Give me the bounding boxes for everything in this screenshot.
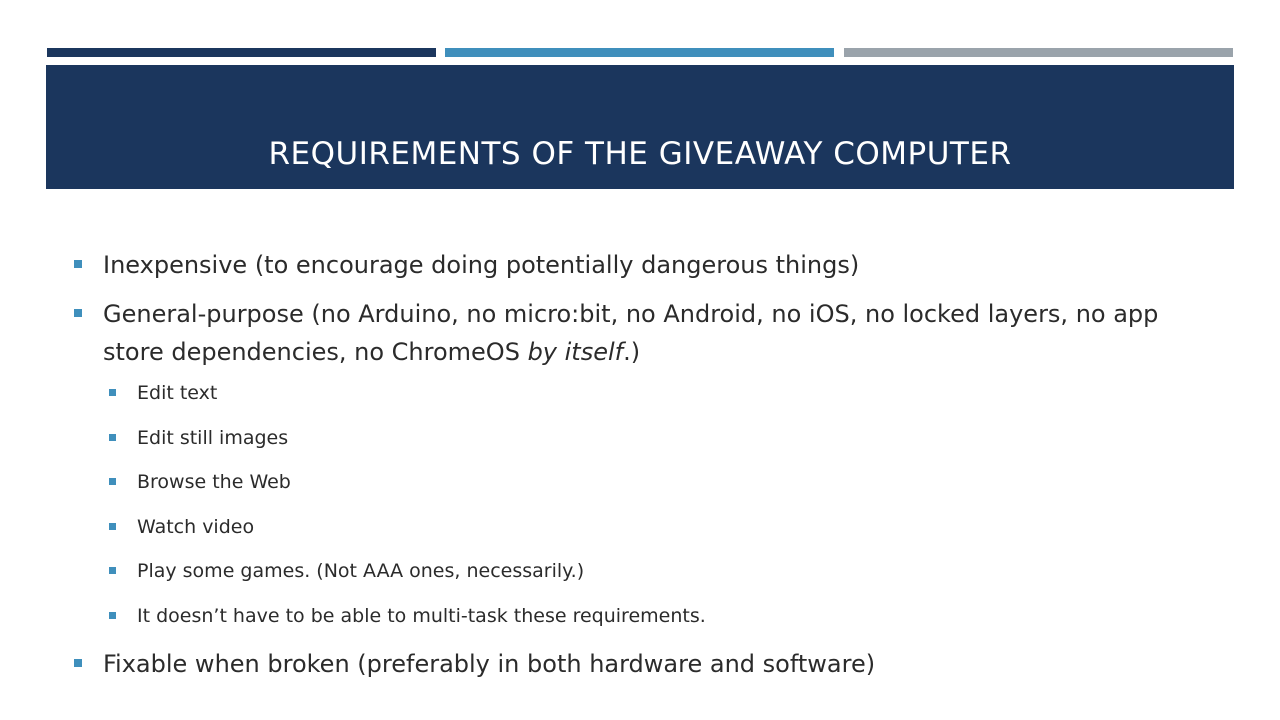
slide-title: REQUIREMENTS OF THE GIVEAWAY COMPUTER: [268, 136, 1012, 172]
sub-bullet-item: [72, 512, 1202, 542]
square-bullet-icon: [109, 523, 116, 530]
bullet-text: General-purpose (no Arduino, no micro:bit, no Android, no iOS, no locked layers, no app store dependencies, no ChromeOS: [103, 300, 1159, 366]
sub-bullet-item: [72, 378, 1202, 408]
square-bullet-icon: [109, 389, 116, 396]
sub-bullet-text: Play some games. (Not AAA ones, necessarily.): [137, 560, 585, 582]
square-bullet-icon: [74, 659, 82, 667]
bullet-item-general-purpose: [72, 295, 1202, 371]
bullet-list: [72, 246, 1202, 694]
square-bullet-icon: [109, 612, 116, 619]
bullet-item-inexpensive: [72, 246, 1202, 284]
bullet-text: Inexpensive (to encourage doing potentially dangerous things): [103, 251, 860, 279]
sub-bullet-item: [72, 601, 1202, 631]
sub-bullet-text: Watch video: [137, 515, 255, 538]
square-bullet-icon: [109, 434, 116, 441]
square-bullet-icon: [74, 309, 82, 317]
sub-bullet-text: Browse the Web: [137, 471, 291, 493]
sub-bullet-text: Edit text: [137, 382, 218, 404]
sub-bullet-item: [72, 556, 1202, 586]
square-bullet-icon: [109, 478, 116, 485]
accent-bar-blue: [445, 48, 834, 57]
sub-bullet-item: [72, 423, 1202, 453]
bullet-emphasis: by itself: [527, 338, 624, 366]
sub-bullet-list: [72, 378, 1202, 631]
accent-bar-gray: [844, 48, 1233, 57]
bullet-text: Fixable when broken (preferably in both hardware and software): [103, 650, 876, 678]
sub-bullet-text: It doesn’t have to be able to multi-task these requirements.: [137, 604, 706, 627]
square-bullet-icon: [109, 567, 116, 574]
sub-bullet-item: [72, 467, 1202, 497]
bullet-text-end: .): [623, 338, 641, 366]
square-bullet-icon: [74, 260, 82, 268]
sub-bullet-text: Edit still images: [137, 426, 289, 449]
bullet-item-fixable: [72, 645, 1202, 683]
accent-bar-dark: [47, 48, 436, 57]
